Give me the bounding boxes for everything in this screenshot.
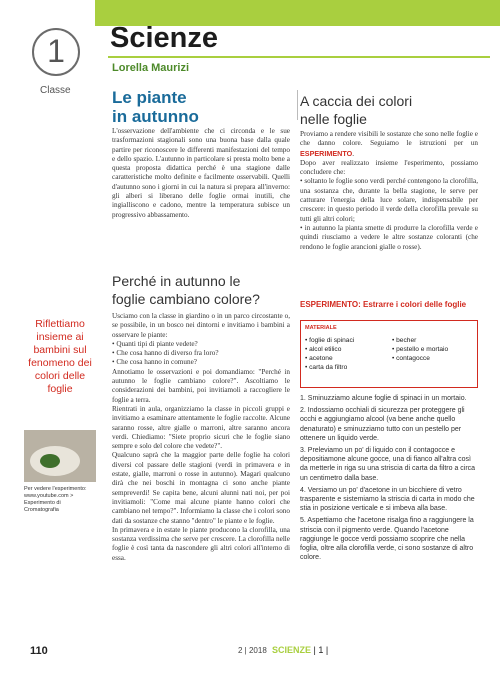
- class-label: Classe: [40, 85, 71, 96]
- section-title-line: Perché in autunno le: [112, 273, 241, 289]
- experiment-title: [300, 300, 480, 310]
- materials-list-left: [305, 336, 354, 372]
- sidebar-note: Riflettiamo insieme ai bambini sul fenomeno dei colori delle foglie: [28, 318, 92, 395]
- body-paragraph: In primavera e in estate le piante producono la clorofilla, una sostanza verdissima che serve per crescere. La clorofilla nelle foglie è così tanta da nascondere gli altri colori all'interno di essa.: [112, 525, 290, 562]
- experiment-highlight: ESPERIMENTO: [300, 148, 353, 158]
- column-divider: [297, 90, 298, 120]
- experiment-subtitle: : Estrarre i colori delle foglie: [358, 300, 467, 309]
- article-title: [112, 88, 199, 126]
- step-item: 2. Indossiamo occhiali di sicurezza per proteggere gli occhi e aggiungiamo alcool (va bene anche quello denaturato) e sminuzziamo tutto con un pestello per ottenere un liquido verde.: [300, 407, 465, 442]
- materials-heading: MATERIALE: [305, 325, 337, 331]
- intro-paragraph: [112, 127, 290, 220]
- conclusion-item: • soltanto le foglie sono verdi perché contengono la clorofilla, una sostanza che, durante la bella stagione, le serve per catturare l'energia della luce solare, indispensabile per crescere: in questo periodo il verde della clorofilla prevale su tutti gli altri colori;: [300, 177, 478, 223]
- step-item: 1. Sminuzziamo alcune foglie di spinaci in un mortaio.: [300, 395, 467, 402]
- step-item: 3. Preleviamo un po' di liquido con il contagocce e depositiamone alcune gocce, una di fianco all'altra così da metterle in riga su una striscia di carta da filtro a circa un centimetro dalla base.: [300, 447, 476, 482]
- question-item: • Quanti tipi di piante vedete?: [112, 339, 198, 348]
- section-title-line: foglie cambiano colore?: [112, 291, 260, 307]
- experiment-steps: [300, 394, 478, 565]
- right-text: Proviamo a rendere visibili le sostanze che sono nelle foglie e che danno colore. Seguiamo le istruzioni per un: [300, 130, 478, 148]
- body-paragraph: Usciamo con la classe in giardino o in un parco circostante o, se possibile, in un bosco nei dintorni e invitiamo i bambini a osservare le piante:: [112, 312, 290, 339]
- material-item: • foglie di spinaci: [305, 337, 355, 344]
- photo-caption: Per vedere l'esperimento: www.youtube.com > Esperimento di Cromatografia: [24, 486, 87, 513]
- right-text: .: [352, 149, 354, 158]
- materials-list-right: [392, 336, 448, 363]
- footer-class: | 1 |: [313, 645, 329, 655]
- right-paragraph: Dopo aver realizzato insieme l'esperimento, possiamo concludere che:: [300, 158, 478, 177]
- material-item: • alcol etilico: [305, 346, 342, 353]
- article-title-line: Le piante: [112, 88, 187, 107]
- title-divider: [108, 56, 490, 58]
- right-column-text: [300, 130, 478, 252]
- section-title-line: nelle foglie: [300, 111, 367, 127]
- body-paragraph: Qualcuno saprà che la maggior parte delle foglie ha colori diversi col passare delle stagioni (verdi in primavera e in estate, gialle, marroni o rosse in autunno). Magari qualcuno dirà che nei boschi in montagna ci sono anche piante sempreverdi! Se capita bene, alcuni alunni nati noi, per poi invitiamoli: "Come mai alcune piante hanno colori che cambiano nel tempo?". Informiamo la classe che i colori sono dati da sostanze che stanno "dentro" le piante e le foglie.: [112, 451, 290, 525]
- question-item: • Che cosa hanno in comune?: [112, 358, 197, 367]
- material-item: • becher: [392, 337, 417, 344]
- article-title-line: in autunno: [112, 107, 199, 126]
- intro-text: L'osservazione dell'ambiente che ci circonda e le sue trasformazioni stagionali sono una buona base dalla quale partire per riconoscere le differenti manifestazioni del tempo e dello spazio. L'autunno in particolare si presta molto bene a questa proposta didattica perché è una stagione dalle caratteristiche molto definite e facilmente osservabili. Quelli d'autunno sono i giorni in cui la natura si prepara all'inverno: gli alberi si liberano delle foglie ormai inutili, che ingialliscono e cadono, mentre la temperatura subisce un progressivo abbassamento.: [112, 127, 290, 219]
- body-paragraph: Annotiamo le osservazioni e poi domandiamo: "Perché in autunno le foglie cambiano colore?". Ascoltiamo le considerazioni dei bambini, poi invitiamoli a raccogliere le foglie a terra.: [112, 367, 290, 404]
- page-title: Scienze: [110, 22, 218, 54]
- section-title-line: A caccia dei colori: [300, 93, 413, 109]
- material-item: • acetone: [305, 355, 333, 362]
- footer-subject: SCIENZE: [272, 645, 312, 655]
- experiment-label: ESPERIMENTO: [300, 300, 359, 309]
- material-item: • pestello e mortaio: [392, 346, 449, 353]
- material-item: • carta da filtro: [305, 364, 348, 371]
- body-paragraph: Rientrati in aula, organizziamo la classe in piccoli gruppi e invitiamo a esaminare attentamente le foglie raccolte. Alcune saranno rosse, altre gialle o marroni, altre saranno ancora verdi. Chiediamo: "Siete proprio sicuri che le foglie siano sempre e solo del colore che vedete?".: [112, 404, 290, 451]
- step-item: 4. Versiamo un po' d'acetone in un bicchiere di vetro trasparente e sistemiamo la striscia di carta in modo che stia in posizione verticale e si imbeva alla base.: [300, 486, 475, 513]
- question-item: • Che cosa hanno di diverso fra loro?: [112, 349, 219, 358]
- class-number: 1: [47, 33, 65, 69]
- section-title-right: [300, 92, 412, 128]
- author-name: Lorella Maurizi: [112, 62, 190, 74]
- section-title-left: [112, 272, 260, 308]
- conclusion-item: • in autunno la pianta smette di produrre la clorofilla verde e quindi riusciamo a vedere le altre sostanze coloranti (che rendono le foglie arancioni gialle o rosse).: [300, 223, 478, 251]
- page-number: 110: [30, 645, 48, 657]
- material-item: • contagocce: [392, 355, 430, 362]
- photo-leaves: [40, 454, 60, 468]
- footer-section: [272, 645, 328, 655]
- body-text: [112, 312, 290, 563]
- issue-info: 2 | 2018: [238, 646, 267, 655]
- right-paragraph: [300, 130, 478, 159]
- step-item: 5. Aspettiamo che l'acetone risalga fino a raggiungere la striscia con il pigmento verde. Quando l'acetone raggiunge le gocce verdi possiamo scoprire che nella foglia, oltre alla clorofilla verde, ci sono sostanze di altro colore.: [300, 517, 474, 562]
